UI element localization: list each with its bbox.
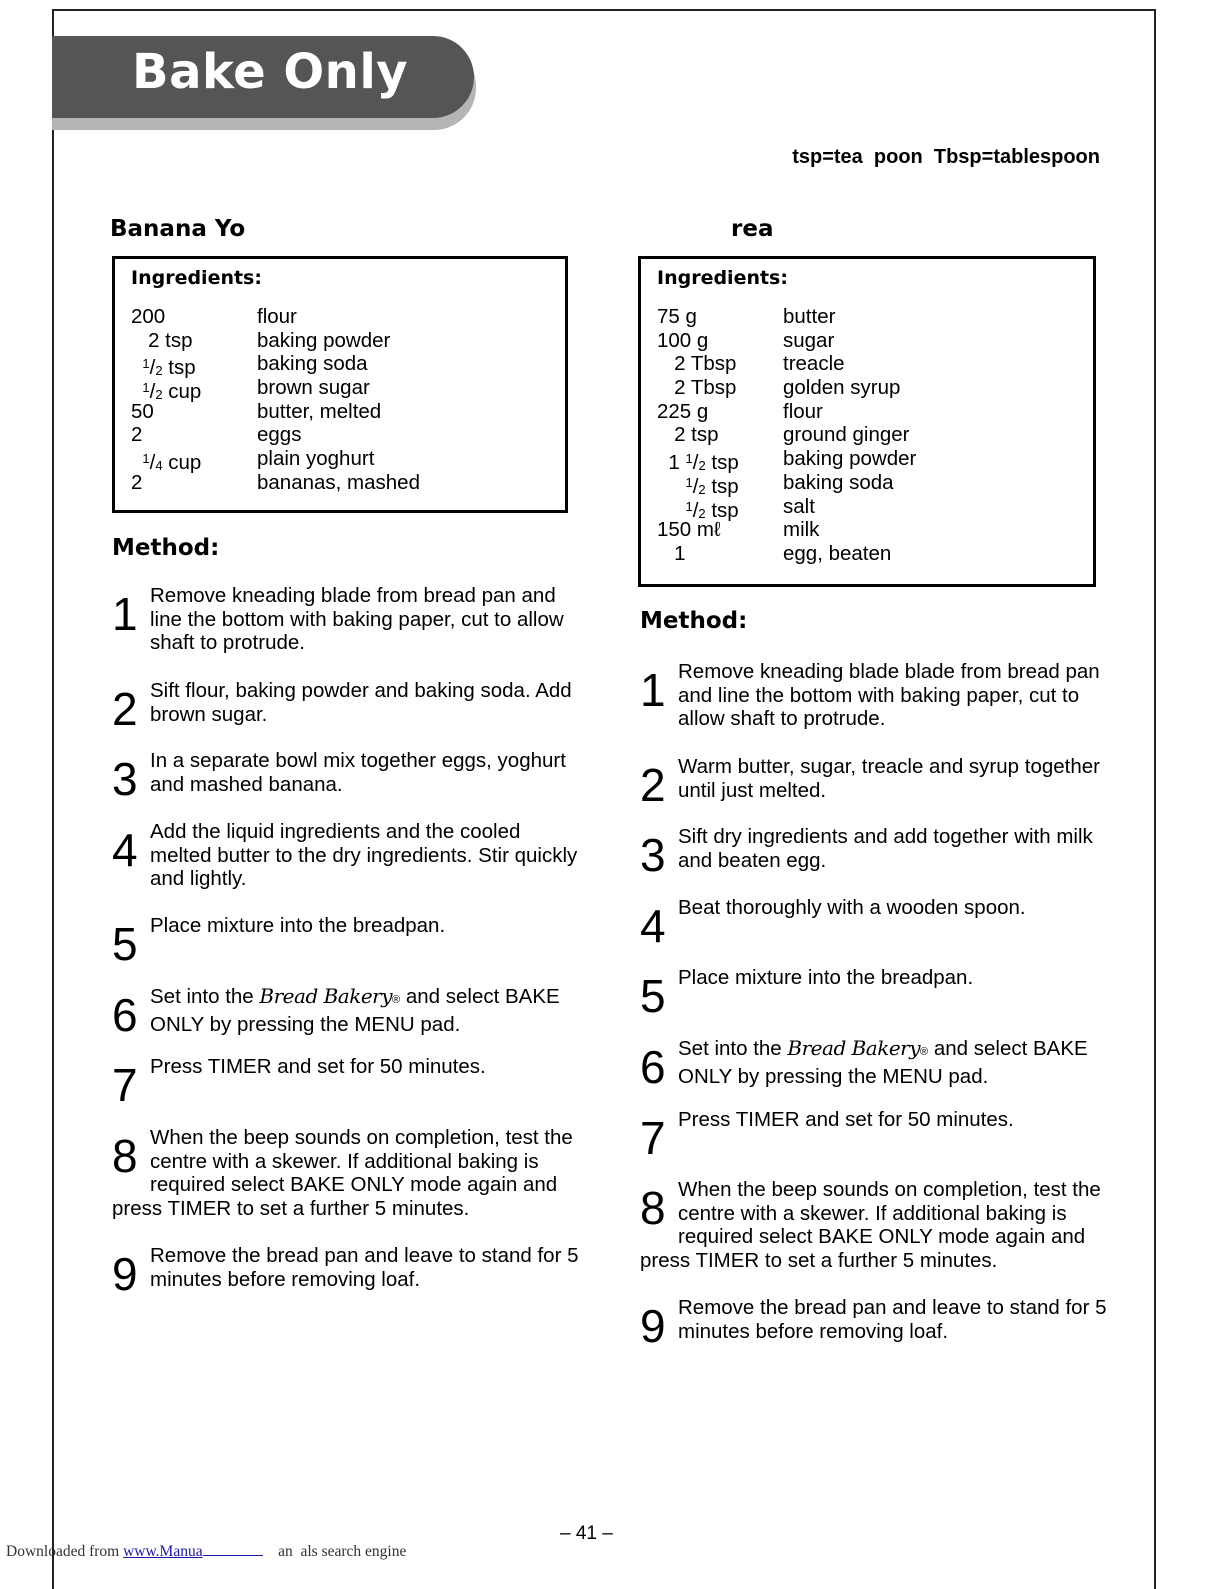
registered-mark: ® — [392, 994, 401, 1006]
ingredient-row — [657, 447, 917, 475]
manual-link[interactable]: www.Manua — [123, 1543, 203, 1560]
ingredients-box — [112, 256, 568, 513]
method-step — [112, 1244, 582, 1300]
ingredient-row — [657, 400, 916, 424]
ingredient-quantity: 150 mℓ — [657, 518, 721, 542]
fraction-numerator: 1 — [685, 451, 693, 467]
ingredient-name: bananas, mashed — [257, 470, 420, 494]
ingredient-quantity: 200 — [131, 305, 166, 328]
step-text: Remove kneading blade from bread pan and line the bottom with baking paper, cut to allow shaft to protrude. — [150, 584, 564, 655]
method-step — [640, 1296, 1110, 1352]
step-number: 8 — [112, 1130, 138, 1182]
step-text: Place mixture into the breadpan. — [150, 914, 446, 937]
step-text: Add the liquid ingredients and the cooled melted butter to the dry ingredients. Stir quickly and lightly. — [150, 820, 578, 891]
quantity-unit: tsp — [705, 498, 739, 522]
step-text: Beat thoroughly with a wooden spoon. — [678, 896, 1026, 919]
method-step — [112, 749, 582, 805]
ingredients-list — [657, 305, 916, 566]
step-number: 2 — [112, 683, 138, 735]
step-number: 7 — [112, 1059, 138, 1111]
fraction-slash: / — [149, 380, 156, 404]
method-step — [640, 966, 1110, 1022]
ingredient-name: butter — [783, 305, 836, 328]
ingredient-name: baking soda — [257, 352, 368, 376]
ingredient-name: baking soda — [783, 470, 894, 494]
ingredient-quantity: 100 g — [657, 328, 709, 352]
ingredient-quantity: 75 g — [657, 305, 697, 328]
fraction-numerator: 1 — [142, 380, 150, 396]
recipe-title: rea — [731, 216, 774, 242]
ingredient-name: milk — [783, 518, 820, 542]
step-text-post: and select BAKE ONLY by pressing the MENU pad. — [150, 985, 560, 1036]
page-number: – 41 – — [560, 1523, 613, 1544]
step-number: 4 — [112, 824, 138, 876]
abbreviation-note: tsp=tea poon Tbsp=tablespoon — [792, 146, 1100, 168]
fraction-denominator: 2 — [698, 481, 706, 497]
method-heading: Method: — [640, 608, 748, 634]
ingredient-name: sugar — [783, 328, 835, 352]
ingredient-quantity: 225 g — [657, 399, 709, 423]
method-step — [640, 1108, 1110, 1164]
ingredient-row — [657, 518, 916, 542]
step-text: Remove the bread pan and leave to stand for 5 minutes before removing loaf. — [678, 1296, 1107, 1343]
ingredient-row — [131, 471, 420, 495]
method-step — [112, 584, 582, 655]
ingredient-quantity: 2 tsp — [131, 328, 193, 352]
method-step — [112, 679, 582, 735]
step-text-post: and select BAKE ONLY by pressing the MENU pad. — [678, 1037, 1088, 1088]
method-step — [112, 984, 582, 1041]
quantity-prefix: 1 — [657, 451, 686, 475]
ingredient-name: baking powder — [257, 328, 391, 352]
ingredient-name: plain yoghurt — [257, 447, 375, 471]
ingredient-row — [657, 329, 916, 353]
ingredient-row — [657, 376, 916, 400]
ingredient-name: flour — [783, 399, 823, 423]
method-step — [112, 820, 582, 891]
ingredient-name: flour — [257, 305, 297, 328]
ingredient-row — [657, 542, 916, 566]
ingredient-quantity — [657, 471, 783, 498]
ingredient-row — [131, 352, 420, 380]
step-text: Remove the bread pan and leave to stand for 5 minutes before removing loaf. — [150, 1244, 579, 1291]
quantity-unit: tsp — [162, 356, 196, 380]
step-number: 4 — [640, 900, 666, 952]
registered-mark: ® — [920, 1046, 929, 1058]
step-number: 2 — [640, 759, 666, 811]
method-heading: Method: — [112, 535, 220, 561]
quantity-unit: tsp — [705, 474, 739, 498]
step-number: 1 — [112, 588, 138, 640]
ingredient-quantity: 2 Tbsp — [657, 352, 737, 376]
method-step — [640, 896, 1110, 952]
ingredient-quantity — [131, 376, 257, 404]
ingredient-name: butter, melted — [257, 399, 382, 423]
fraction-numerator: 1 — [142, 356, 150, 372]
ingredients-list — [131, 305, 420, 495]
ingredient-quantity: 2 tsp — [657, 423, 719, 447]
ingredient-row — [657, 423, 916, 447]
ingredient-row — [131, 305, 420, 329]
ingredient-quantity — [131, 352, 257, 380]
fraction-denominator: 2 — [155, 363, 163, 379]
fraction-denominator: 2 — [698, 458, 706, 474]
step-text: Warm butter, sugar, treacle and syrup together until just melted. — [678, 755, 1100, 802]
fraction-slash: / — [149, 451, 156, 475]
link-underline-gap — [203, 1543, 263, 1556]
method-step — [640, 660, 1110, 731]
method-step — [112, 1055, 582, 1111]
step-text-pre: Set into the — [678, 1037, 788, 1060]
method-step — [112, 1126, 582, 1221]
step-text: When the beep sounds on completion, test the centre with a skewer. If additional baking is required select BAKE ONLY mode again and press TIMER to set a further 5 minutes. — [112, 1126, 573, 1221]
ingredient-quantity — [657, 495, 783, 522]
recipe-title: Banana Yo — [110, 216, 246, 242]
step-number: 9 — [640, 1300, 666, 1352]
fraction-numerator: 1 — [685, 474, 693, 490]
ingredient-row — [657, 470, 916, 498]
step-number: 3 — [640, 829, 666, 881]
step-number: 6 — [640, 1041, 666, 1093]
step-text: Sift flour, baking powder and baking soda. Add brown sugar. — [150, 679, 572, 726]
ingredient-name: eggs — [257, 423, 302, 447]
brand-logo: Bread Bakery — [787, 1036, 921, 1060]
step-text: Remove kneading blade blade from bread pan and line the bottom with baking paper, cut to allow shaft to protrude. — [678, 660, 1100, 731]
step-text: When the beep sounds on completion, test the centre with a skewer. If additional baking is required select BAKE ONLY mode again and press TIMER to set a further 5 minutes. — [640, 1178, 1101, 1273]
ingredient-name: baking powder — [783, 447, 917, 471]
step-number: 5 — [640, 970, 666, 1022]
step-text: Place mixture into the breadpan. — [678, 966, 974, 989]
download-note — [6, 1543, 406, 1561]
fraction-slash: / — [692, 451, 699, 475]
ingredient-quantity: 2 Tbsp — [657, 376, 737, 400]
quantity-unit: cup — [162, 380, 202, 404]
fraction-slash: / — [149, 356, 156, 380]
ingredient-row — [131, 423, 420, 447]
ingredient-name: brown sugar — [257, 376, 370, 400]
page-title: Bake Only — [132, 44, 409, 100]
method-step — [112, 914, 582, 970]
step-number: 9 — [112, 1248, 138, 1300]
step-text: In a separate bowl mix together eggs, yoghurt and mashed banana. — [150, 749, 566, 796]
ingredient-row — [657, 494, 916, 522]
fraction-denominator: 2 — [698, 505, 706, 521]
step-text-pre: Set into the — [150, 985, 260, 1008]
fraction-slash: / — [692, 474, 699, 498]
ingredients-heading: Ingredients: — [657, 267, 788, 289]
ingredient-row — [131, 376, 420, 404]
ingredients-box — [638, 256, 1096, 587]
ingredient-name: golden syrup — [783, 376, 901, 400]
brand-logo: Bread Bakery — [259, 984, 393, 1008]
fraction-slash: / — [692, 498, 699, 522]
fraction-numerator: 1 — [142, 451, 150, 467]
step-text — [150, 985, 560, 1036]
ingredient-name: salt — [783, 494, 815, 518]
ingredient-row — [131, 447, 420, 475]
quantity-unit: cup — [162, 451, 202, 475]
quantity-unit: tsp — [705, 451, 739, 475]
fraction-denominator: 2 — [155, 387, 163, 403]
step-number: 1 — [640, 664, 666, 716]
fraction-numerator: 1 — [685, 498, 693, 514]
ingredient-row — [131, 329, 420, 353]
ingredient-name: egg, beaten — [783, 541, 892, 565]
step-text: Press TIMER and set for 50 minutes. — [678, 1108, 1014, 1131]
step-number: 7 — [640, 1112, 666, 1164]
step-number: 5 — [112, 918, 138, 970]
download-prefix: Downloaded from — [6, 1543, 124, 1560]
step-text: Sift dry ingredients and add together with milk and beaten egg. — [678, 825, 1093, 872]
method-step — [640, 1178, 1110, 1273]
ingredient-quantity: 2 — [131, 470, 143, 494]
ingredient-row — [657, 352, 916, 376]
ingredient-quantity: 1 — [657, 541, 686, 565]
ingredient-name: treacle — [783, 352, 845, 376]
fraction-denominator: 4 — [155, 458, 163, 474]
method-step — [640, 1036, 1110, 1093]
download-suffix: an als search engine — [278, 1543, 407, 1560]
step-number: 8 — [640, 1182, 666, 1234]
method-step — [640, 755, 1110, 811]
step-number: 6 — [112, 989, 138, 1041]
step-text — [678, 1037, 1088, 1088]
ingredient-quantity: 50 — [131, 399, 154, 423]
method-step — [640, 825, 1110, 881]
ingredients-heading: Ingredients: — [131, 267, 262, 289]
step-text: Press TIMER and set for 50 minutes. — [150, 1055, 486, 1078]
ingredient-row — [657, 305, 916, 329]
step-number: 3 — [112, 753, 138, 805]
ingredient-name: ground ginger — [783, 423, 910, 447]
ingredient-row — [131, 400, 420, 424]
ingredient-quantity — [131, 447, 257, 475]
ingredient-quantity: 2 — [131, 423, 143, 447]
ingredient-quantity — [657, 447, 783, 475]
